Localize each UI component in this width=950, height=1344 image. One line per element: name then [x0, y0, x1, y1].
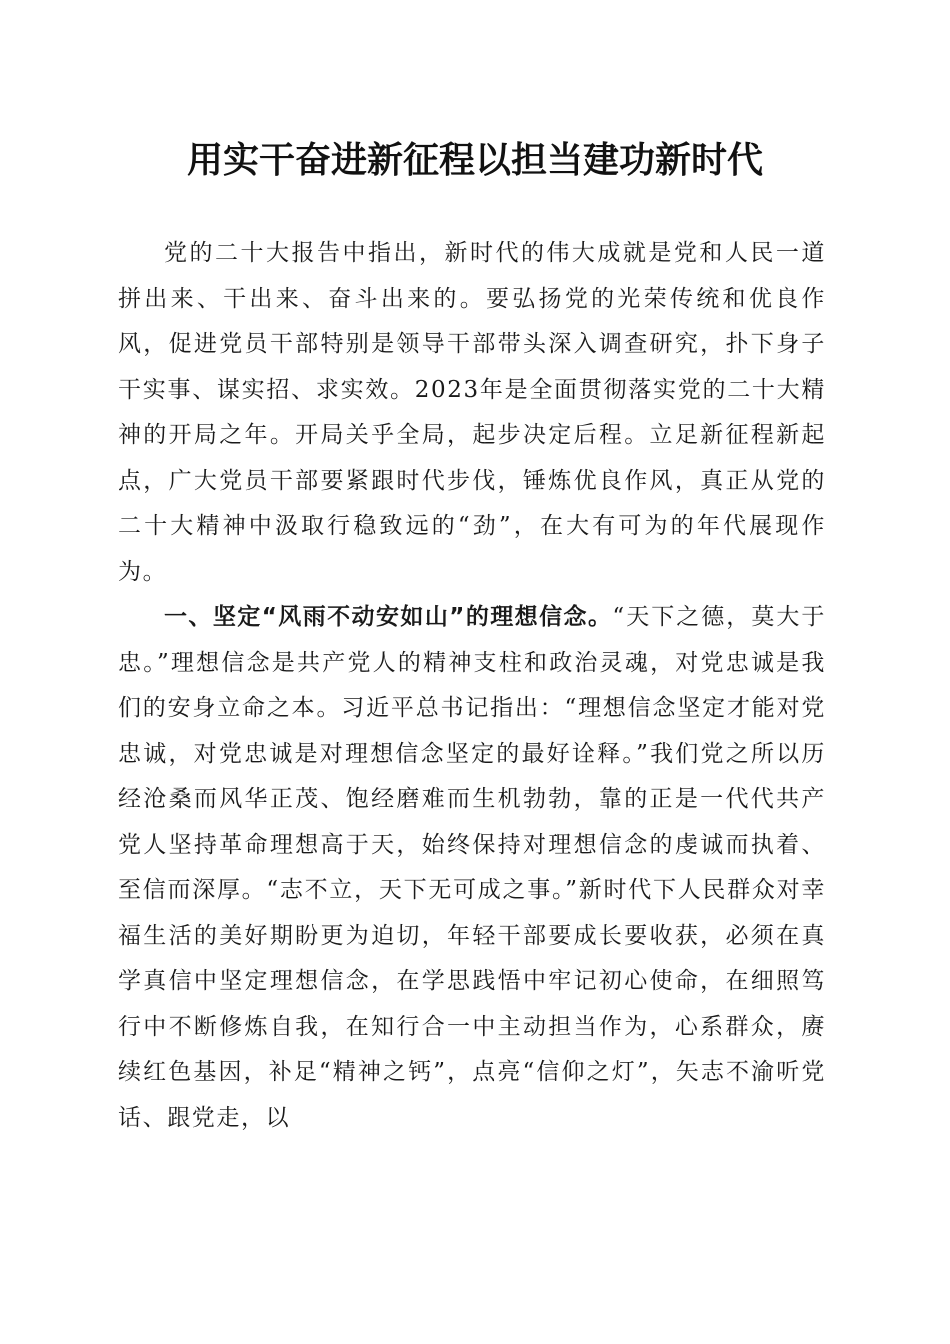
document-body: [118, 231, 826, 1141]
paragraph-section-one: [118, 595, 826, 1141]
paragraph-section-one-text: “天下之德，莫大于忠。”理想信念是共产党人的精神支柱和政治灵魂，对党忠诚是我们的安身立命之本。习近平总书记指出：“理想信念坚定才能对党忠诚，对党忠诚是对理想信念坚定的最好诠释。”我们党之所以历经沧桑而风华正茂、饱经磨难而生机勃勃，靠的正是一代代共产党人坚持革命理想高于天，始终保持对理想信念的虔诚而执着、至信而深厚。“志不立，天下无可成之事。”新时代下人民群众对幸福生活的美好期盼更为迫切，年轻干部要成长要收获，必须在真学真信中坚定理想信念，在学思践悟中牢记初心使命，在细照笃行中不断修炼自我，在知行合一中主动担当作为，心系群众，赓续红色基因，补足“精神之钙”，点亮“信仰之灯”，矢志不渝听党话、跟党走，以: [118, 604, 826, 1131]
paragraph-intro: [118, 231, 826, 595]
document-title: 用实干奋进新征程以担当建功新时代: [186, 140, 763, 181]
paragraph-intro-text: 党的二十大报告中指出，新时代的伟大成就是党和人民一道拼出来、干出来、奋斗出来的。要弘扬党的光荣传统和优良作风，促进党员干部特别是领导干部带头深入调查研究，扑下身子干实事、谋实招、求实效。2023年是全面贯彻落实党的二十大精神的开局之年。开局关乎全局，起步决定后程。立足新征程新起点，广大党员干部要紧跟时代步伐，锤炼优良作风，真正从党的二十大精神中汲取行稳致远的“劲”，在大有可为的年代展现作为。: [118, 240, 826, 585]
section-one-heading: 一、坚定“风雨不动安如山”的理想信念。: [164, 604, 613, 630]
